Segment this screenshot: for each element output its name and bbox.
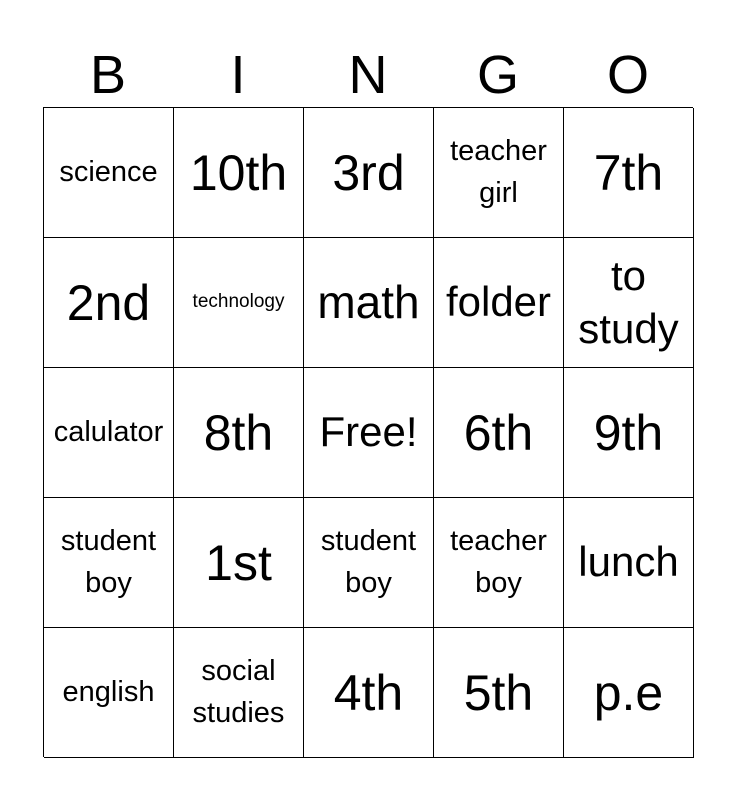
cell-text: teacher girl [450,135,547,209]
cell-text: 1st [205,534,272,591]
header-letter-i: I [230,45,246,105]
cell-text: teacher boy [450,525,547,599]
cell-text: 2nd [66,274,151,331]
bingo-cell[interactable] [44,108,174,238]
cell-text: social studies [192,655,285,729]
cell-text: student boy [320,525,417,599]
bingo-cell[interactable] [564,368,694,498]
cell-text: 7th [593,144,664,201]
bingo-cell[interactable] [174,368,304,498]
bingo-cell[interactable] [44,368,174,498]
bingo-cell[interactable] [564,498,694,628]
cell-text: folder [445,278,552,326]
header-letter-b: B [89,45,127,105]
header-letter-o: O [606,45,649,105]
bingo-cell[interactable] [174,498,304,628]
bingo-cell[interactable] [304,238,434,368]
cell-text: 10th [189,144,288,201]
cell-text: 8th [203,404,274,461]
bingo-cell[interactable] [564,108,694,238]
cell-text: to study [578,252,679,352]
header-letter-g: G [476,45,519,105]
cell-text: 3rd [332,144,405,201]
cell-text: 5th [463,664,534,721]
bingo-cell[interactable] [44,628,174,758]
bingo-cell[interactable] [304,628,434,758]
cell-text: 4th [333,664,404,721]
bingo-cell[interactable] [44,238,174,368]
bingo-cell[interactable] [434,628,564,758]
bingo-cell[interactable] [44,498,174,628]
bingo-cell[interactable] [564,238,694,368]
bingo-board [43,107,693,757]
bingo-cell[interactable] [174,628,304,758]
bingo-header [43,44,693,106]
bingo-cell[interactable] [304,108,434,238]
header-letter-n: N [348,45,388,105]
cell-text: technology [192,291,285,313]
free-space-cell[interactable] [304,368,434,498]
cell-text: 9th [593,404,664,461]
cell-text: lunch [578,538,679,586]
cell-text: student boy [60,525,157,599]
cell-text: p.e [593,664,664,721]
bingo-cell[interactable] [434,498,564,628]
bingo-cell[interactable] [174,238,304,368]
bingo-cell[interactable] [434,368,564,498]
bingo-cell[interactable] [304,498,434,628]
bingo-cell[interactable] [434,108,564,238]
bingo-cell[interactable] [564,628,694,758]
cell-text: calulator [53,415,164,448]
cell-text: math [317,275,420,328]
cell-text: english [62,675,155,708]
cell-text: science [59,155,158,188]
bingo-cell[interactable] [434,238,564,368]
cell-text: Free! [319,408,418,456]
bingo-cell[interactable] [174,108,304,238]
cell-text: 6th [463,404,534,461]
